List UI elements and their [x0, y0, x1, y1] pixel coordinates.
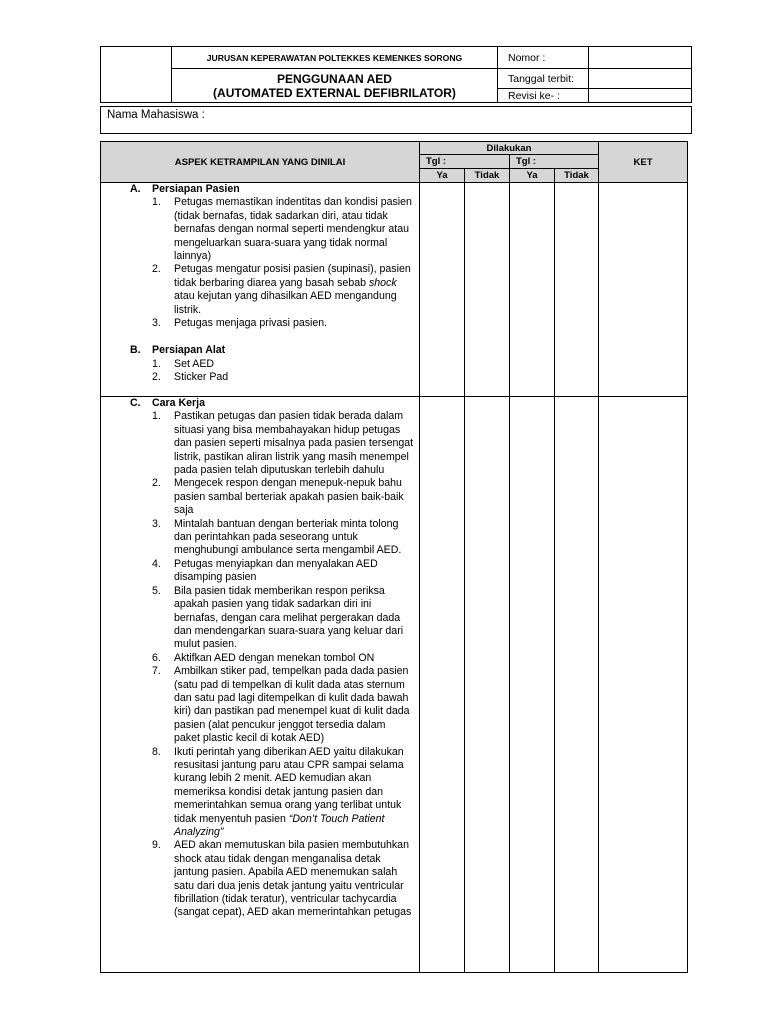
list-item: 3. Mintalah bantuan dengan berteriak minta tolong dan perintahkan pada seseorang untuk menghubungi ambulance serta mengambil AED.: [152, 517, 402, 557]
tanggal-terbit-value: [589, 69, 692, 89]
list-item: 4. Petugas menyiapkan dan menyalakan AED disamping pasien: [152, 557, 378, 584]
tidak-header-1: Tidak: [464, 168, 510, 183]
section-c-title: C. Cara Kerja: [130, 397, 205, 409]
list-item: 7. Ambilkan stiker pad, tempelkan pada dada pasien (satu pad di tempelkan di kulit dada atas sternum dan satu pad lagi ditempelkan di kulit dada bawah kiri) dan pastikan pad menempel kuat di kulit dada pasien (alat pencukur jenggot tersedia dalam paket plastic kecil di kotak AED): [152, 665, 410, 745]
list-item: 8. Ikuti perintah yang diberikan AED yaitu dilakukan resusitasi jantung paru atau CPR sampai selama kurang lebih 2 menit. AED kemudian akan memeriksa kondisi detak jantung pasien dan memerintahkan semua orang yang terlibat untuk tidak menyentuh pasien “Don’t Touch Patient Analyzing”: [152, 745, 404, 838]
tidak-header-2: Tidak: [554, 168, 599, 183]
col-dilakukan-header: Dilakukan: [419, 141, 599, 155]
list-item: 3. Petugas menjaga privasi pasien.: [152, 317, 328, 330]
revisi-label: Revisi ke- :: [508, 90, 560, 102]
col-ket-header: KET: [598, 141, 688, 183]
section-b-title: B. Persiapan Alat: [130, 344, 226, 357]
list-item: 2. Sticker Pad: [152, 371, 229, 384]
list-item: 2. Mengecek respon dengan menepuk-nepuk bahu pasien sambal berteriak apakah pasien baik-baik saja: [152, 477, 404, 517]
tgl-header-1: Tgl :: [419, 154, 510, 169]
list-item: 1. Set AED: [152, 357, 215, 370]
list-item: 2. Petugas mengatur posisi pasien (supinasi), pasien tidak berbaring diarea yang basah sebab shock atau kejutan yang dihasilkan AED mengandung listrik.: [152, 263, 411, 316]
title-line-2: (AUTOMATED EXTERNAL DEFIBRILATOR): [213, 86, 456, 100]
col-divider-ya1: [464, 182, 465, 973]
ya-header-1: Ya: [419, 168, 465, 183]
institution-name: JURUSAN KEPERAWATAN POLTEKKES KEMENKES SORONG: [172, 47, 497, 69]
tanggal-terbit-label: Tanggal terbit:: [498, 69, 588, 89]
col-divider-ya2: [554, 182, 555, 973]
title-line-1: PENGGUNAAN AED: [277, 72, 392, 86]
row-cara-kerja: [100, 397, 419, 920]
list-item: 1. Pastikan petugas dan pasien tidak berada dalam situasi yang bisa membahayakan hidup petugas dan pasien seperti misalnya pada pasien tersengat listrik, pastikan aliran listrik yang masih menempel pada pasien telah diputuskan terlebih dahulu: [152, 410, 414, 477]
col-divider-tgl2: [509, 182, 510, 973]
col-divider-ket: [598, 182, 599, 973]
list-item: 1. Petugas memastikan indentitas dan kondisi pasien (tidak bernafas, tidak sadarkan diri, atau tidak bernafas dengan normal seperti mendengkur atau mengeluarkan suara-suara yang tidak normal lainnya): [152, 196, 412, 263]
tgl-header-2: Tgl :: [509, 154, 599, 169]
ya-header-2: Ya: [509, 168, 555, 183]
row-persiapan: [100, 183, 419, 385]
col-divider-aspek: [419, 182, 420, 973]
section-b-list: [100, 358, 419, 385]
student-name-field[interactable]: [100, 106, 692, 134]
list-item: 9. AED akan memutuskan bila pasien membutuhkan shock atau tidak dengan menganalisa detak jantung pasien. Apabila AED menemukan salah satu dari dua jenis detak jantung yaitu ventricular fibrillation (tidak teratur), ventricular tachycardia (sangat cepat), AED akan memerintahkan petugas: [152, 839, 412, 919]
list-item: 6. Aktifkan AED dengan menekan tombol ON: [152, 651, 375, 664]
section-a-title: A. Persiapan Pasien: [130, 183, 240, 195]
list-item: 5. Bila pasien tidak memberikan respon periksa apakah pasien yang tidak sadarkan diri ini bernafas, dengan cara melihat pergerakan dada dan mendengarkan suara-suara yang keluar dari mulut pasien.: [152, 584, 404, 651]
logo-cell: [100, 46, 172, 103]
nomor-value: [589, 47, 692, 69]
student-name-label: Nama Mahasiswa :: [107, 109, 205, 121]
document-title: [172, 69, 497, 103]
col-aspek-header: ASPEK KETRAMPILAN YANG DINILAI: [100, 141, 420, 183]
nomor-label: Nomor :: [498, 47, 588, 69]
section-c-list: [100, 410, 419, 919]
section-a-list: [100, 196, 419, 330]
